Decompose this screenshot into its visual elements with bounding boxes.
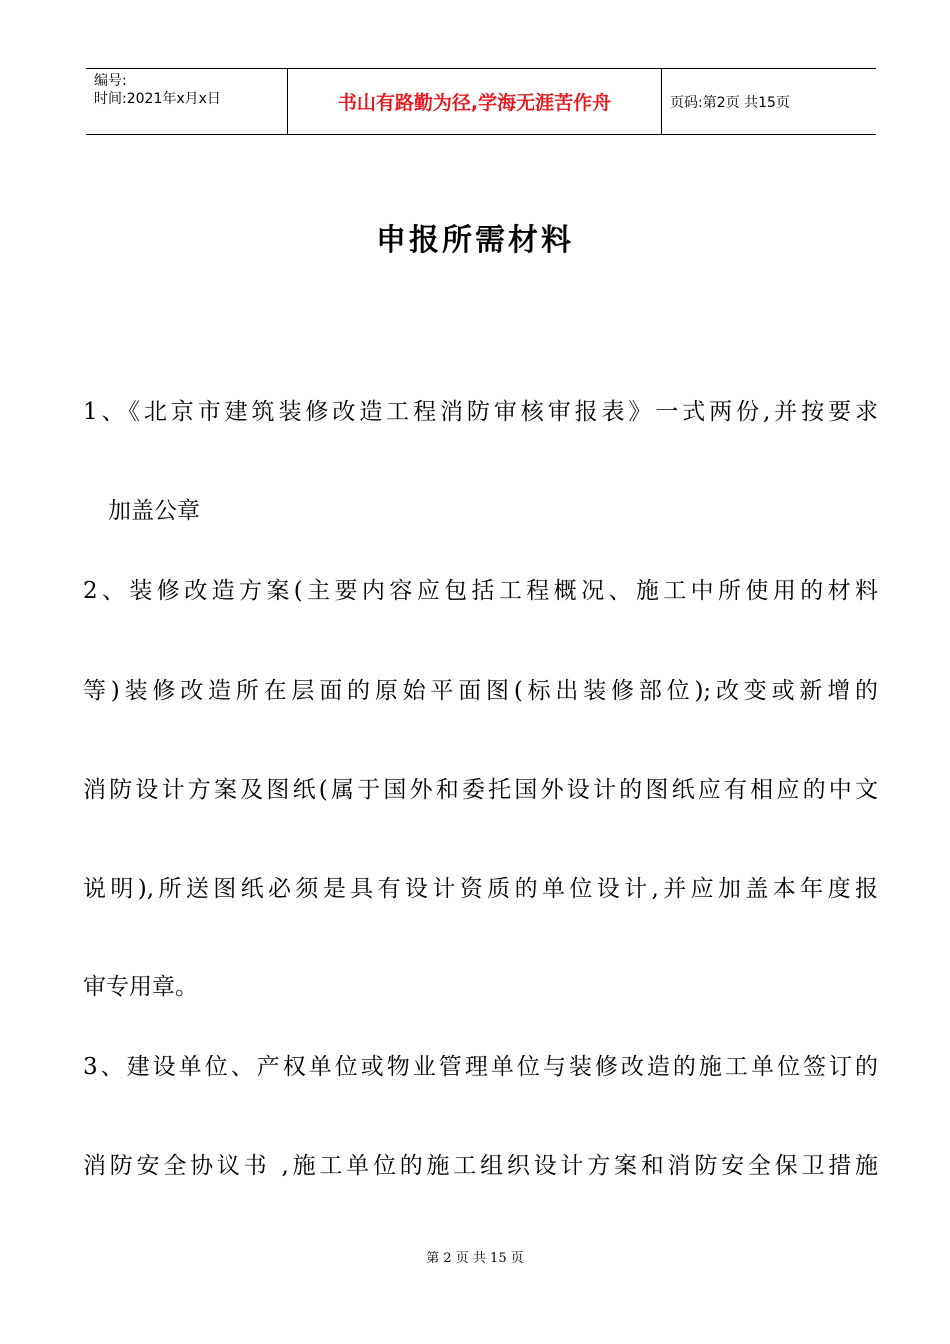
body-line: 3、建设单位、产权单位或物业管理单位与装修改造的施工单位签订的 [83,1054,878,1080]
time-label: 时间:2021年x月x日 [94,91,221,107]
body-line: 等)装修改造所在层面的原始平面图(标出装修部位);改变或新增的 [83,678,878,704]
body-line: 加盖公章 [108,498,200,524]
page-footer: 第 2 页 共 15 页 [426,1251,524,1266]
body-line: 消防安全协议书 ,施工单位的施工组织设计方案和消防安全保卫措施 [83,1153,878,1179]
header-meta-cell [86,69,288,134]
header-motto-cell [288,69,662,134]
header-page-cell [662,69,876,134]
body-line: 说明),所送图纸必须是具有设计资质的单位设计,并应加盖本年度报 [83,876,878,902]
page-info: 页码:第2页 共15页 [670,94,790,111]
body-line: 审专用章。 [83,974,198,1000]
body-line: 2、装修改造方案(主要内容应包括工程概况、施工中所使用的材料 [83,578,878,604]
motto-text: 书山有路勤为径,学海无涯苦作舟 [337,92,612,114]
header-table [86,68,876,135]
document-title: 申报所需材料 [376,223,574,258]
body-line: 消防设计方案及图纸(属于国外和委托国外设计的图纸应有相应的中文 [83,777,878,803]
body-line: 1、《北京市建筑装修改造工程消防审核审报表》一式两份,并按要求 [83,399,878,425]
number-label: 编号: [94,73,127,89]
